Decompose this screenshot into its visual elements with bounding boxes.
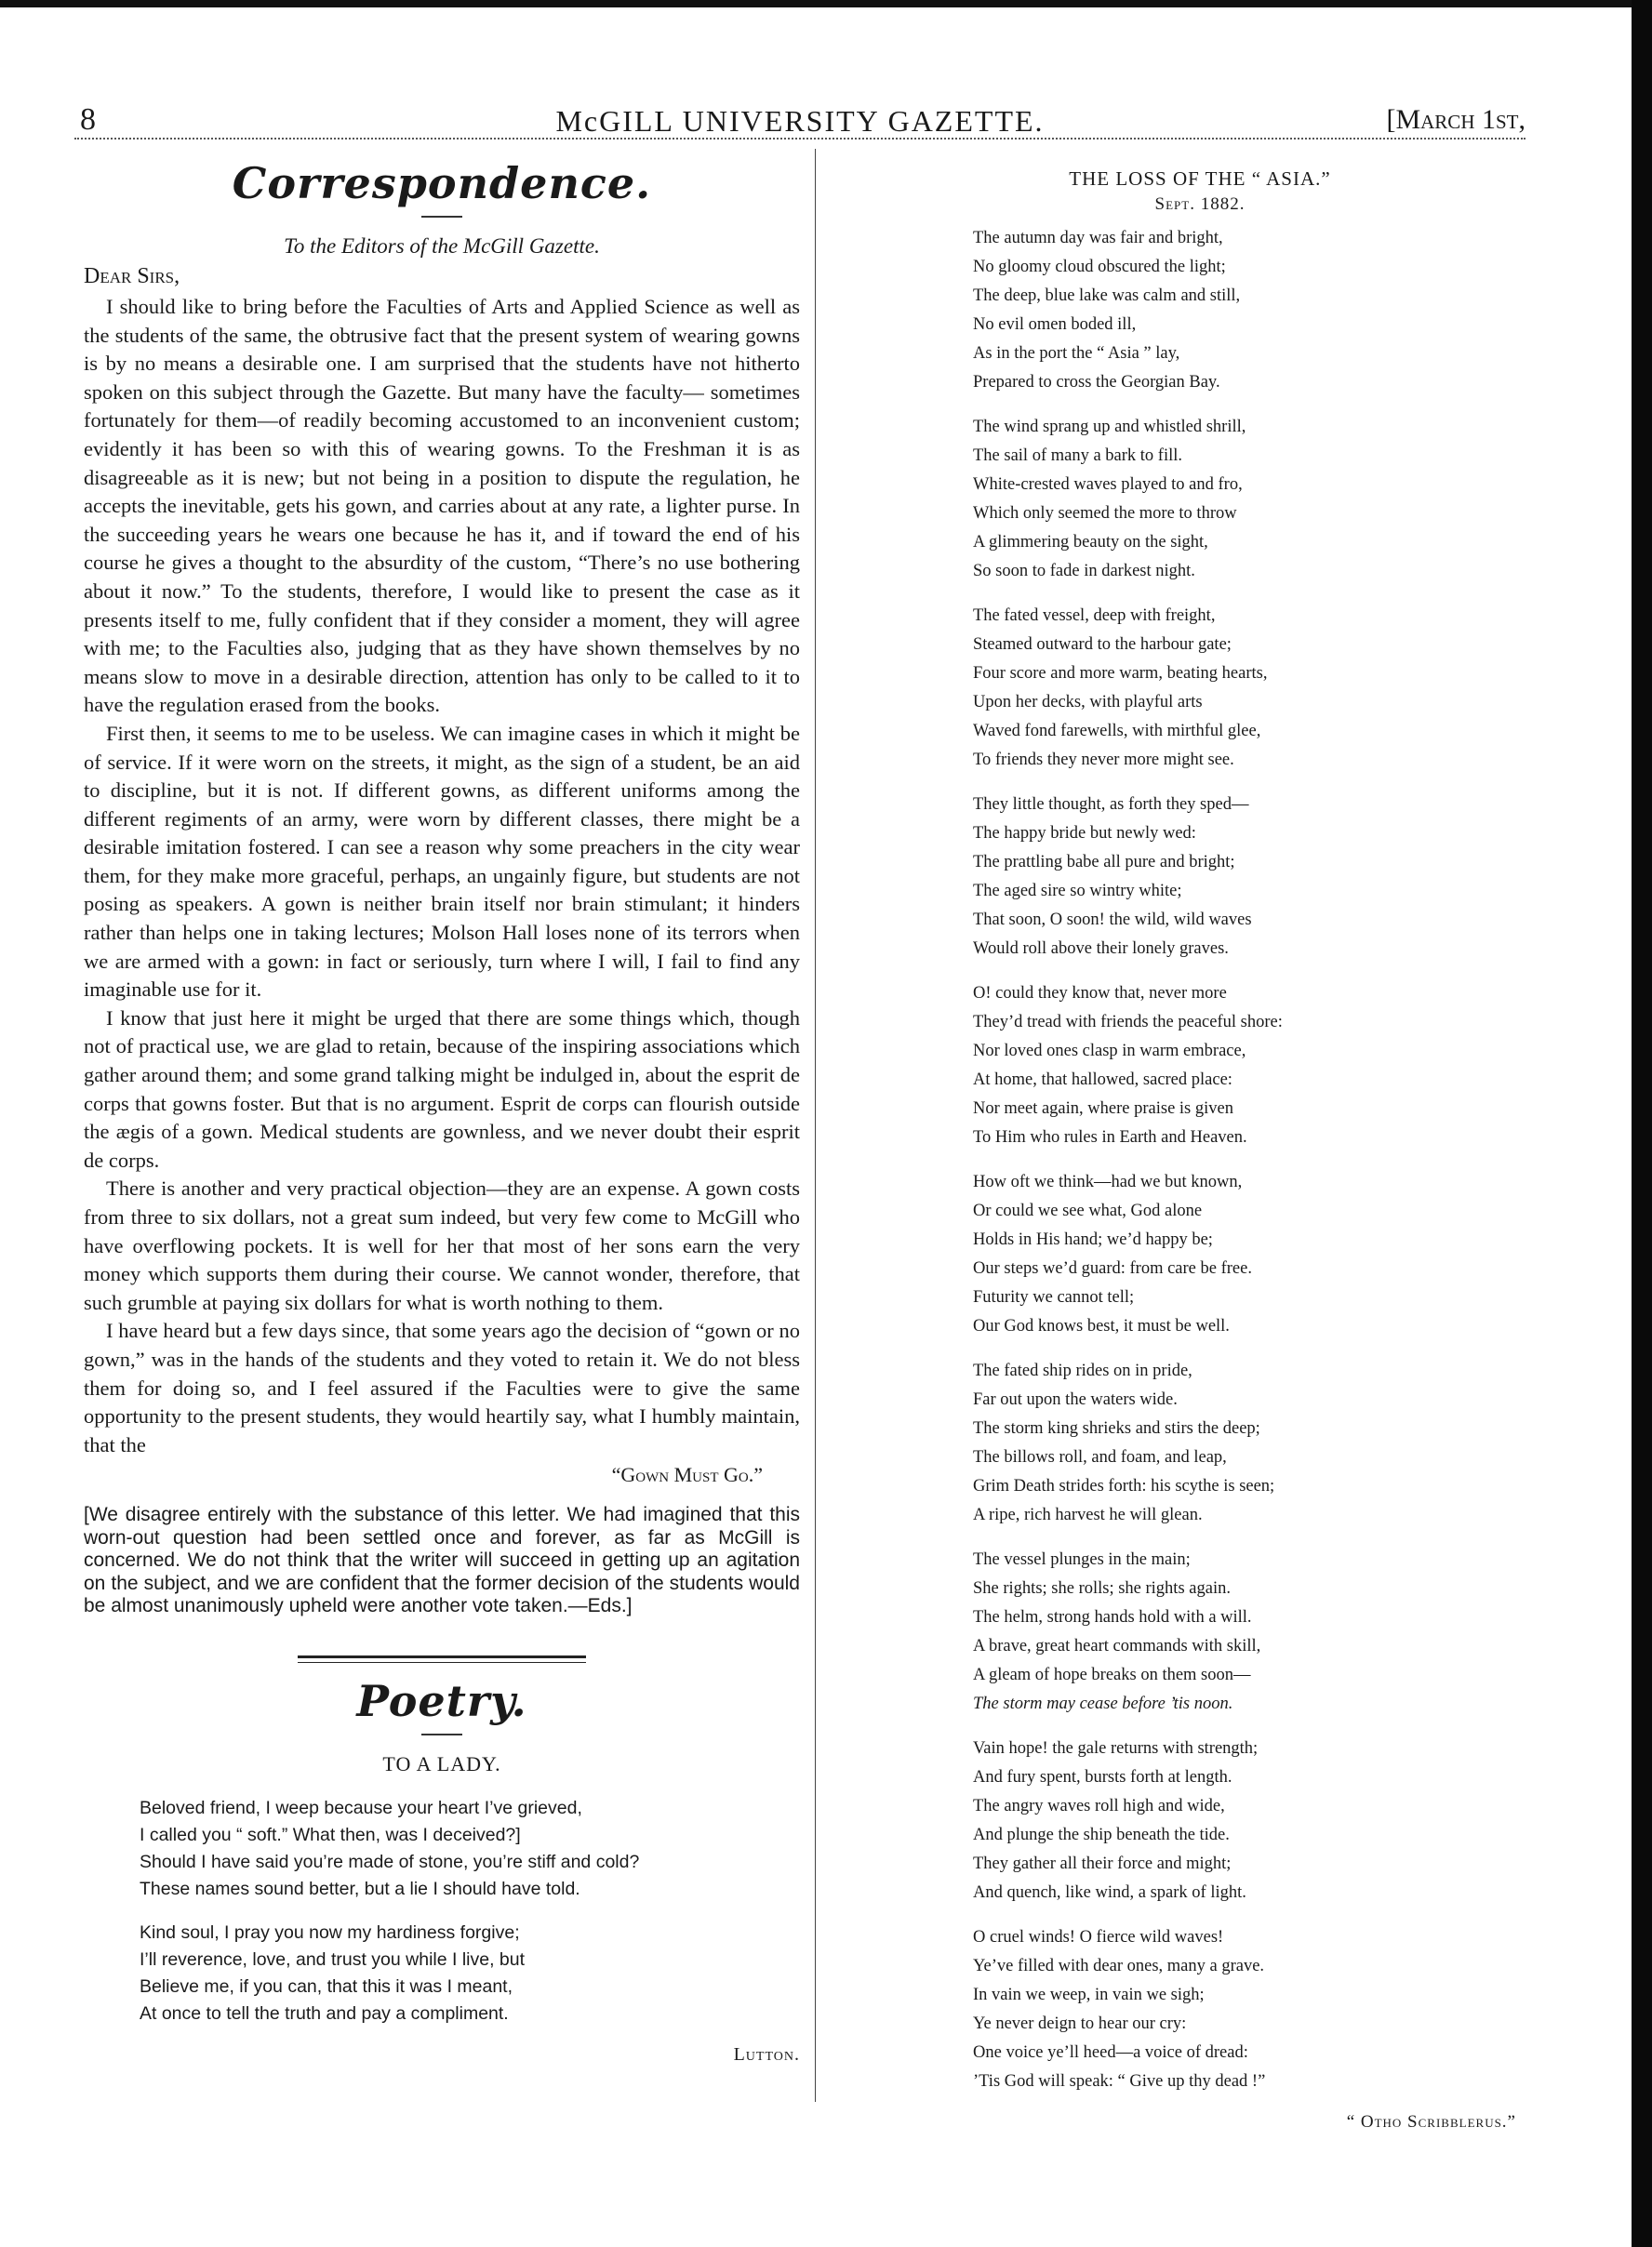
asia-poem-line: A brave, great heart commands with skill,: [973, 1637, 1261, 1655]
asia-poem-line: At home, that hallowed, sacred place:: [973, 1070, 1232, 1089]
asia-poem-line: And quench, like wind, a spark of light.: [973, 1883, 1246, 1902]
asia-poem-line: The wind sprang up and whistled shrill,: [973, 418, 1246, 436]
asia-poem-line: O! could they know that, never more: [973, 984, 1227, 1003]
asia-poem-line: Ye never deign to hear our cry:: [973, 2014, 1187, 2033]
asia-poem-line: The fated vessel, deep with freight,: [973, 606, 1216, 625]
asia-poem-title: THE LOSS OF THE “ ASIA.”: [1069, 167, 1331, 190]
letter-paragraph: I have heard but a few days since, that some years ago the decision of “gown or no gown,” was in the hands of the students and they voted to retain it. We do not bless them for doing so, and I feel assured if the Faculties were to give the same opportunity to the present students, they would heartily say, what I humbly maintain, that the: [84, 1319, 800, 1456]
salutation: Dear Sirs,: [84, 264, 180, 288]
asia-poem-line: Which only seemed the more to throw: [973, 504, 1237, 523]
asia-poem-line: No evil omen boded ill,: [973, 315, 1137, 334]
asia-poem-line: White-crested waves played to and fro,: [973, 475, 1243, 494]
page-edge-top: [0, 0, 1652, 7]
asia-poem-line: The fated ship rides on in pride,: [973, 1362, 1192, 1380]
asia-poem-line: Grim Death strides forth: his scythe is seen;: [973, 1477, 1275, 1496]
page-number: 8: [80, 102, 96, 137]
asia-poem-line: She rights; she rolls; she rights again.: [973, 1579, 1231, 1598]
asia-poem-stanza: [973, 1923, 1516, 2096]
asia-poem-line: Four score and more warm, beating hearts,: [973, 664, 1268, 683]
asia-poem-line: The deep, blue lake was calm and still,: [973, 286, 1241, 305]
asia-poem-line: One voice ye’ll heed—a voice of dread:: [973, 2043, 1248, 2062]
asia-poem-stanza: [973, 413, 1516, 586]
asia-poem-stanza: [973, 791, 1516, 964]
page-header: [74, 93, 1525, 149]
asia-poem-line: ’Tis God will speak: “ Give up thy dead !”: [973, 2072, 1266, 2091]
header-rule: [74, 138, 1525, 140]
correspondence-heading: Correspondence.: [232, 158, 652, 208]
asia-poem-stanza: [973, 979, 1516, 1152]
asia-poem-stanza: [973, 1546, 1516, 1719]
poetry-heading-rule: [421, 1734, 462, 1735]
asia-poem-line: So soon to fade in darkest night.: [973, 562, 1195, 580]
poem-author: Lutton.: [733, 2043, 800, 2065]
asia-poem-line: The sail of many a bark to fill.: [973, 446, 1183, 465]
poem-line: Kind soul, I pray you now my hardiness forgive;: [140, 1921, 520, 1943]
asia-poem-line: Vain hope! the gale returns with strength;: [973, 1739, 1259, 1758]
asia-poem-line: The helm, strong hands hold with a will.: [973, 1608, 1252, 1627]
poem-line: I’ll reverence, love, and trust you while I live, but: [140, 1948, 526, 1970]
right-column: [884, 158, 1516, 2133]
asia-poem-stanza: [973, 1735, 1516, 1908]
asia-poem-line: Or could we see what, God alone: [973, 1202, 1203, 1220]
asia-poem-line: The aged sire so wintry white;: [973, 882, 1182, 900]
poetry-heading: Poetry.: [356, 1675, 527, 1726]
asia-poem-line: Upon her decks, with playful arts: [973, 693, 1203, 711]
asia-poem-line: Our steps we’d guard: from care be free.: [973, 1259, 1252, 1278]
asia-poem-line: To friends they never more might see.: [973, 751, 1234, 769]
left-column: [84, 158, 800, 2066]
issue-date: [March 1st,: [1386, 104, 1525, 135]
asia-poem-line: In vain we weep, in vain we sigh;: [973, 1986, 1205, 2004]
asia-poem-line: Our God knows best, it must be well.: [973, 1317, 1230, 1336]
asia-poem-line: A glimmering beauty on the sight,: [973, 533, 1208, 552]
asia-poem-line: A ripe, rich harvest he will glean.: [973, 1506, 1203, 1524]
poem-line: I called you “ soft.” What then, was I deceived?]: [140, 1824, 521, 1845]
asia-poem-line: And fury spent, bursts forth at length.: [973, 1768, 1232, 1787]
asia-poem-line: They little thought, as forth they sped—: [973, 795, 1249, 814]
poem-line: Beloved friend, I weep because your heart I’ve grieved,: [140, 1797, 582, 1818]
asia-poem-line: Ye’ve filled with dear ones, many a grave.: [973, 1957, 1265, 1975]
asia-poem-stanza: [973, 224, 1516, 397]
asia-poem-line: O cruel winds! O fierce wild waves!: [973, 1928, 1224, 1947]
asia-poem-line: Far out upon the waters wide.: [973, 1390, 1178, 1409]
running-title: McGILL UNIVERSITY GAZETTE.: [555, 104, 1045, 138]
asia-poem-line: The angry waves roll high and wide,: [973, 1797, 1225, 1815]
asia-poem-line: They gather all their force and might;: [973, 1855, 1232, 1873]
asia-poem-line: The vessel plunges in the main;: [973, 1550, 1191, 1569]
asia-poem-line: Nor loved ones clasp in warm embrace,: [973, 1042, 1246, 1060]
asia-poem-line: The prattling babe all pure and bright;: [973, 853, 1235, 871]
asia-poem-date: Sept. 1882.: [1154, 194, 1246, 214]
page-edge-right: [1632, 0, 1652, 2247]
asia-poem-line: The autumn day was fair and bright,: [973, 229, 1223, 247]
poem-title: TO A LADY.: [382, 1751, 501, 1775]
letter-paragraph: There is another and very practical objection—they are an expense. A gown costs from three to six dollars, not a great sum indeed, but very few come to McGill who have overflowing pockets. It is well for her that most of her sons earn the very money which supports them during their course. We cannot wonder, therefore, that such grumble at paying six dollars for what is worth nothing to them.: [84, 1177, 800, 1314]
asia-poem-line: Holds in His hand; we’d happy be;: [973, 1230, 1213, 1249]
asia-poem-line: Nor meet again, where praise is given: [973, 1099, 1233, 1118]
asia-poem-line: And plunge the ship beneath the tide.: [973, 1826, 1230, 1844]
poem-stanza: [140, 1795, 800, 1903]
asia-poem-line: That soon, O soon! the wild, wild waves: [973, 911, 1252, 929]
column-divider: [815, 149, 816, 2102]
asia-poem-stanza: [973, 1357, 1516, 1530]
heading-rule: [421, 216, 462, 218]
asia-poem-line: A gleam of hope breaks on them soon—: [973, 1666, 1251, 1684]
asia-poem-line: The happy bride but newly wed:: [973, 824, 1196, 843]
asia-poem-line: Would roll above their lonely graves.: [973, 939, 1229, 958]
addressee: To the Editors of the McGill Gazette.: [284, 234, 600, 258]
poetry-rule-thin: [298, 1662, 586, 1663]
asia-poem-line: The billows roll, and foam, and leap,: [973, 1448, 1227, 1467]
poem-line: Should I have said you’re made of stone, you’re stiff and cold?: [140, 1851, 640, 1872]
asia-poem-line: Futurity we cannot tell;: [973, 1288, 1135, 1307]
asia-poem-stanza: [973, 602, 1516, 775]
asia-poem-line: To Him who rules in Earth and Heaven.: [973, 1128, 1247, 1147]
letter-paragraph: First then, it seems to me to be useless. We can imagine cases in which it might be of service. If it were worn on the streets, it might, as the sign of a student, be an aid to discipline, but it is not. If different gowns, as different uniforms among the different regiments of an army, were worn by different classes, there might be a desirable imitation fostered. I can see a reason why some preachers in the city wear them, for they make more graceful, perhaps, an ungainly figure, but students are not posing as speakers. A gown is neither brain itself nor brain stimulant; it hinders rather than helps one in taking lectures; Molson Hall loses none of its terrors when we are armed with a gown: in fact or seriously, turn where I will, I fail to find any imaginable use for it.: [84, 721, 800, 1002]
asia-poem-line: As in the port the “ Asia ” lay,: [973, 344, 1180, 363]
letter-signature: “Gown Must Go.”: [611, 1463, 763, 1487]
letter-paragraph: I know that just here it might be urged that there are some things which, though not of practical use, we are glad to retain, because of the inspiring associations which gather around them; and some grand talking might be indulged in, about the esprit de corps that gowns foster. But that is no argument. Esprit de corps can flourish outside the ægis of a gown. Medical students are gownless, and we never doubt their esprit de corps.: [84, 1005, 800, 1172]
asia-poem-line: Waved fond farewells, with mirthful glee,: [973, 722, 1261, 740]
asia-poem-line: How oft we think—had we but known,: [973, 1173, 1243, 1191]
poetry-rule: [298, 1655, 586, 1658]
asia-poem-line: The storm king shrieks and stirs the deep;: [973, 1419, 1260, 1438]
editors-note: [We disagree entirely with the substance of this letter. We had imagined that this worn-out question had been settled once and forever, as far as McGill is concerned. We do not think that the writer will succeed in getting up an agitation on the subject, and we are confident that the former decision of the students would be almost unanimously upheld were another vote taken.—Eds.]: [84, 1504, 800, 1617]
poem-stanza: [140, 1920, 800, 2028]
asia-poem-body: [884, 224, 1516, 2096]
poem-line: Believe me, if you can, that this it was I meant,: [140, 1975, 513, 1997]
asia-poem-line: Steamed outward to the harbour gate;: [973, 635, 1232, 654]
asia-poem-line: The storm may cease before ’tis noon.: [973, 1695, 1233, 1713]
asia-poem-author: “ Otho Scribblerus.”: [1346, 2112, 1516, 2132]
asia-poem-line: Prepared to cross the Georgian Bay.: [973, 373, 1220, 392]
asia-poem-stanza: [973, 1168, 1516, 1341]
asia-poem-line: They’d tread with friends the peaceful shore:: [973, 1013, 1283, 1031]
poem-line: At once to tell the truth and pay a compliment.: [140, 2002, 509, 2024]
poem-line: These names sound better, but a lie I should have told.: [140, 1878, 580, 1899]
asia-poem-line: No gloomy cloud obscured the light;: [973, 258, 1226, 276]
letter-paragraph: I should like to bring before the Faculties of Arts and Applied Science as well as the students of the same, the obtrusive fact that the present system of wearing gowns is by no means a desirable one. I am surprised that the students have not hitherto spoken on this subject through the Gazette. But many have the faculty— sometimes fortunately for them—of readily becoming accustomed to an inconvenient custom; evidently it has been so with this of wearing gowns. To the Freshman it is as disagreeable as it is new; but not being in a position to dispute the regulation, he accepts the inevitable, gets his gown, and carries about at any rate, a lighter purse. In the succeeding years he wears one because he has it, and if toward the end of his course he gives a thought to the absurdity of the custom, “There’s no use bothering about it now.” To the students, therefore, I would like to present the case as it presents itself to me, fully confident that if they consider a moment, they will agree with me; to the Faculties also, judging that as they have shown themselves by no means slow to move in a desirable direction, attention has only to be called to it to have the regulation erased from the books.: [84, 295, 800, 717]
